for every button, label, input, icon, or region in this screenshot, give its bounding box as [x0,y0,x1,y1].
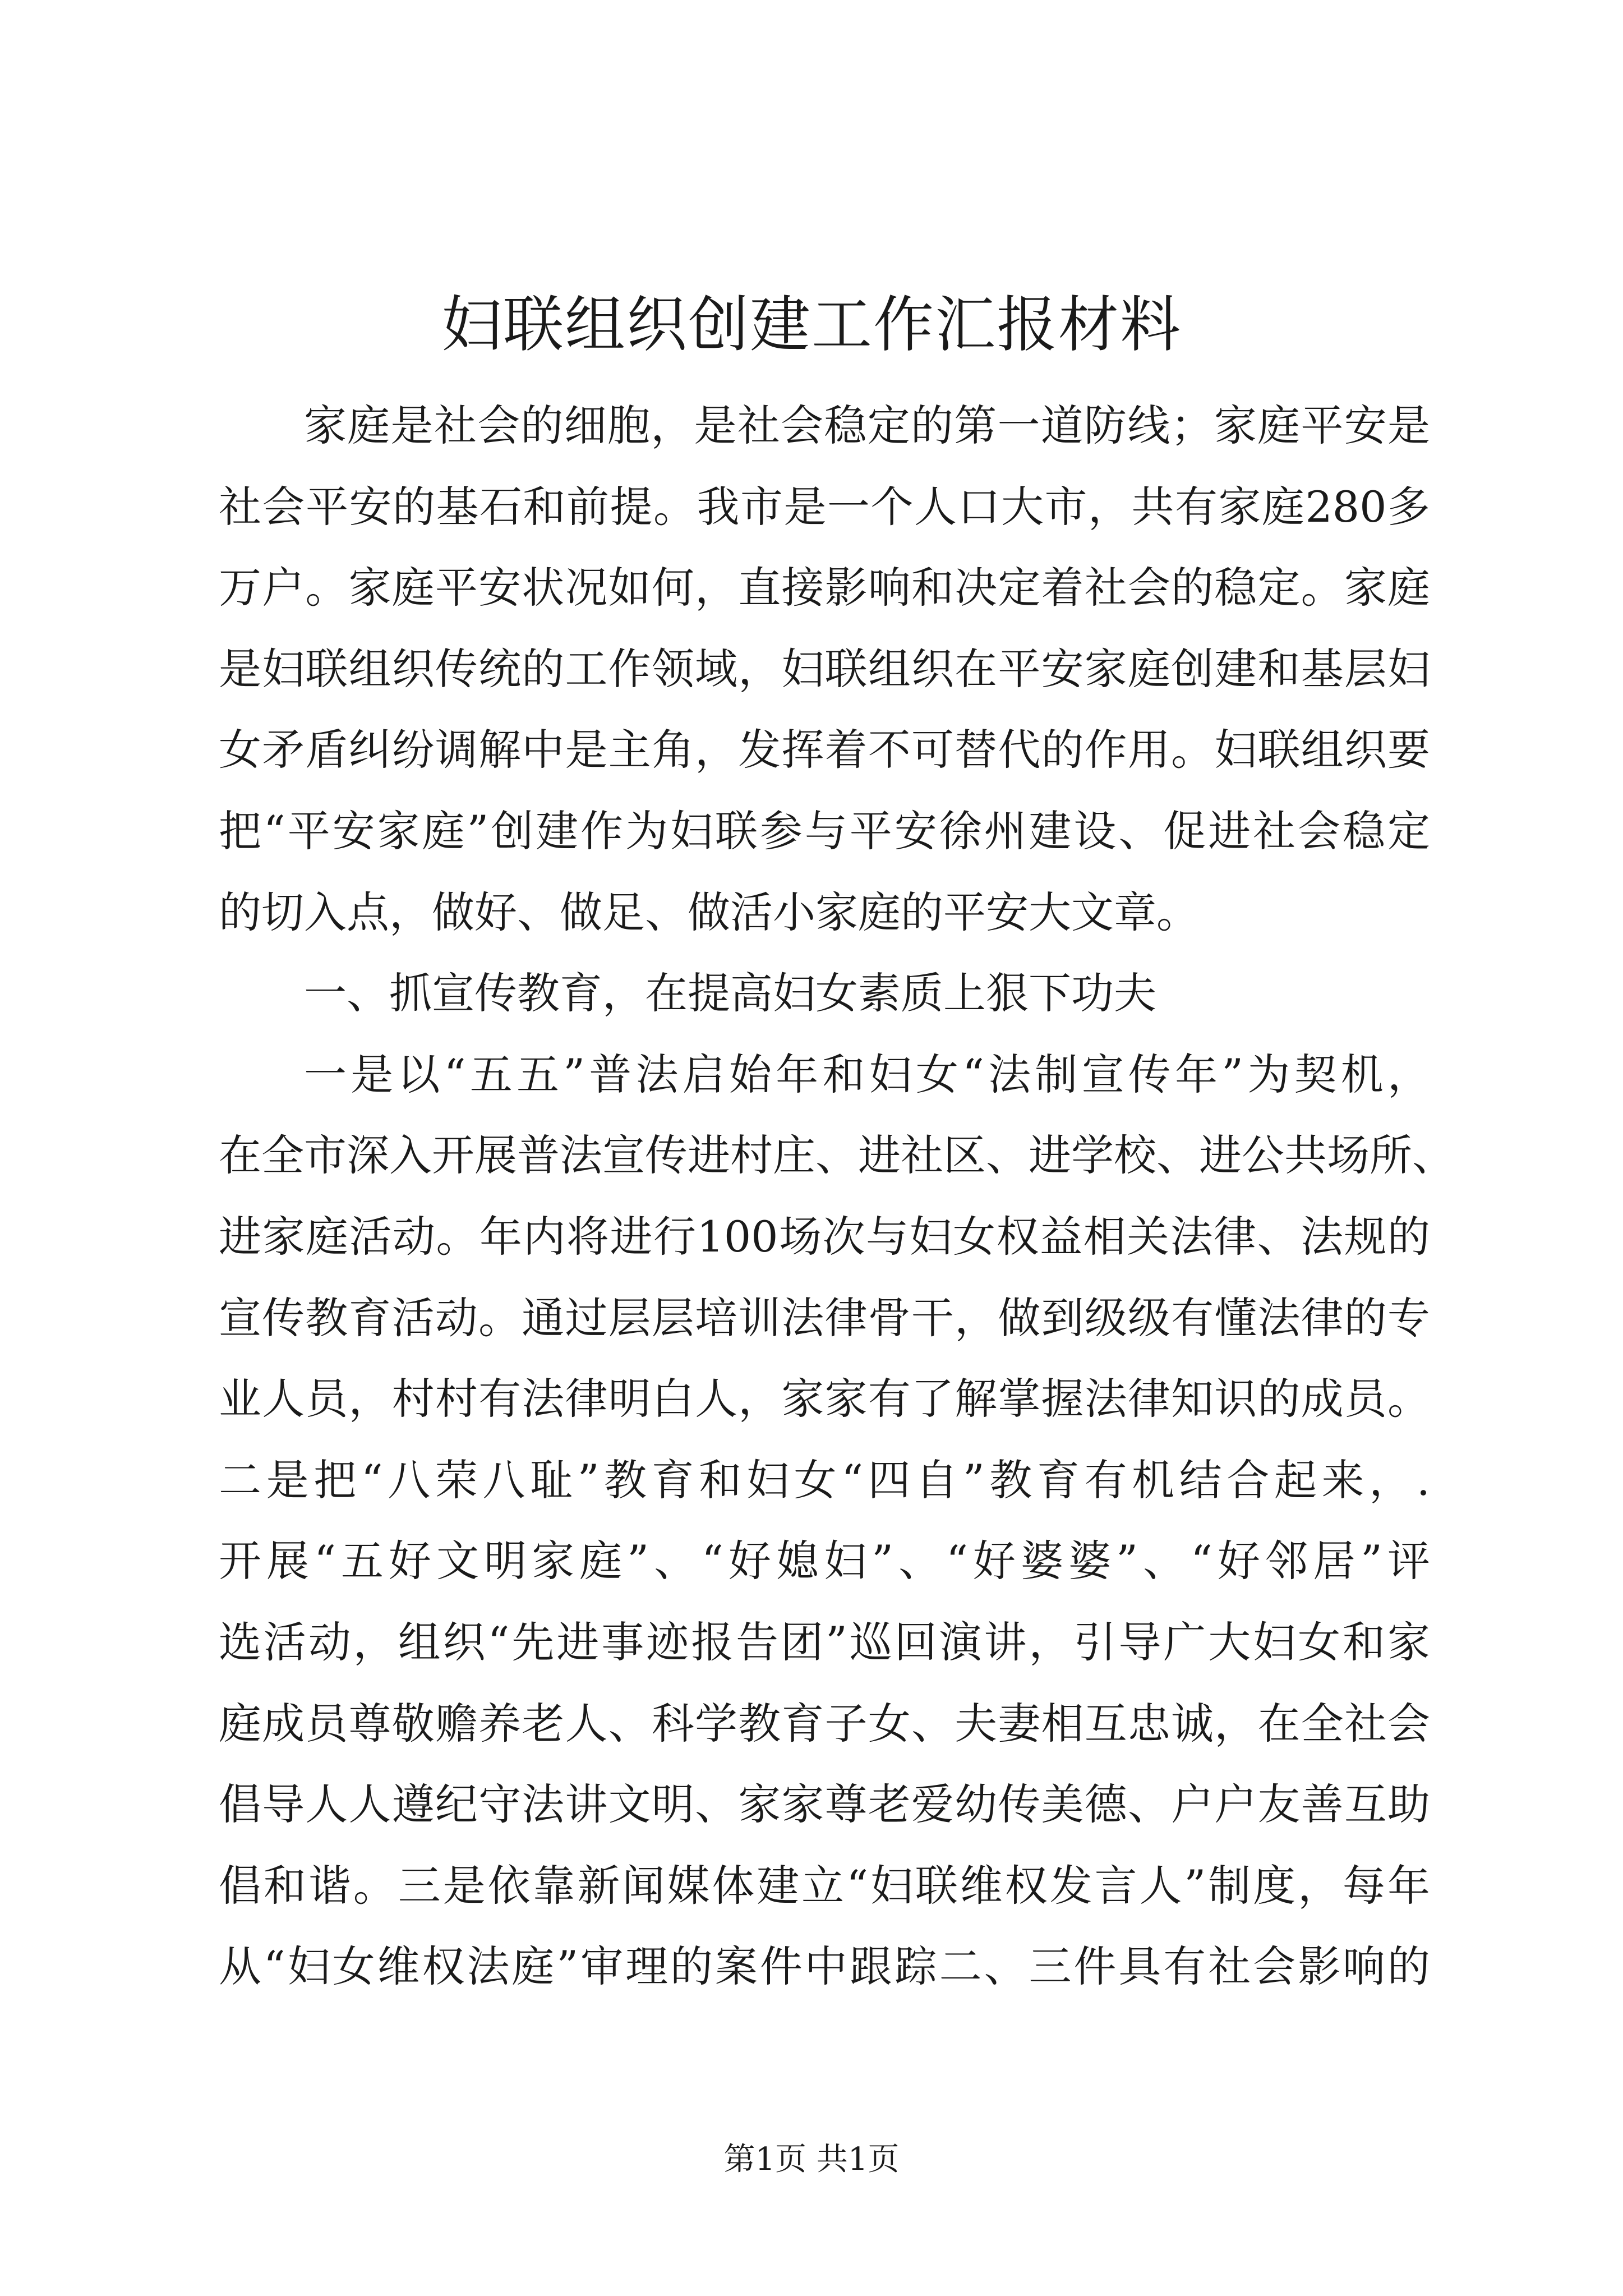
paragraph-line: 家庭是社会的细胞，是社会稳定的第一道防线；家庭平安是 [304,401,1430,450]
paragraph-line: 女矛盾纠纷调解中是主角，发挥着不可替代的作用。妇联组织要 [219,725,1430,775]
paragraph-line: 庭成员尊敬赡养老人、科学教育子女、夫妻相互忠诚，在全社会 [219,1698,1430,1749]
paragraph-line: 万户。家庭平安状况如何，直接影响和决定着社会的稳定。家庭 [219,563,1430,613]
paragraph-line: 倡和谐。三是依靠新闻媒体建立“妇联维权发言人”制度，每年 [219,1860,1430,1911]
paragraph-line: 倡导人人遵纪守法讲文明、家家尊老爱幼传美德、户户友善互助 [219,1779,1430,1830]
paragraph-line: 的切入点，做好、做足、做活小家庭的平安大文章。 [219,887,1199,937]
section-heading: 一、抓宣传教育，在提高妇女素质上狠下功夫 [304,968,1156,1019]
paragraph-line: 选活动，组织“先进事迹报告团”巡回演讲，引导广大妇女和家 [219,1617,1430,1667]
document-body [219,385,1455,2008]
paragraph-line: 社会平安的基石和前提。我市是一个人口大市，共有家庭280多 [219,481,1430,532]
paragraph-line: 从“妇女维权法庭”审理的案件中跟踪二、三件具有社会影响的 [219,1941,1430,1992]
paragraph-line: 在全市深入开展普法宣传进村庄、进社区、进学校、进公共场所、 [219,1130,1455,1181]
paragraph-line: 进家庭活动。年内将进行100场次与妇女权益相关法律、法规的 [219,1211,1430,1262]
paragraph-line: 二是把“八荣八耻”教育和妇女“四自”教育有机结合起来，. [219,1455,1430,1505]
document-title: 妇联组织创建工作汇报材料 [441,290,1182,360]
paragraph-line: 把“平安家庭”创建作为妇联参与平安徐州建设、促进社会稳定 [219,806,1430,856]
paragraph-line: 宣传教育活动。通过层层培训法律骨干，做到级级有懂法律的专 [219,1292,1430,1343]
paragraph-line: 一是以“五五”普法启始年和妇女“法制宣传年”为契机， [304,1049,1430,1099]
paragraph-line: 是妇联组织传统的工作领域，妇联组织在平安家庭创建和基层妇 [219,643,1430,694]
paragraph-line: 业人员，村村有法律明白人，家家有了解掌握法律知识的成员。 [219,1374,1430,1424]
page-number-footer: 第1页 共1页 [723,2141,900,2178]
paragraph-line: 开展“五好文明家庭”、“好媳妇”、“好婆婆”、“好邻居”评 [219,1536,1430,1586]
